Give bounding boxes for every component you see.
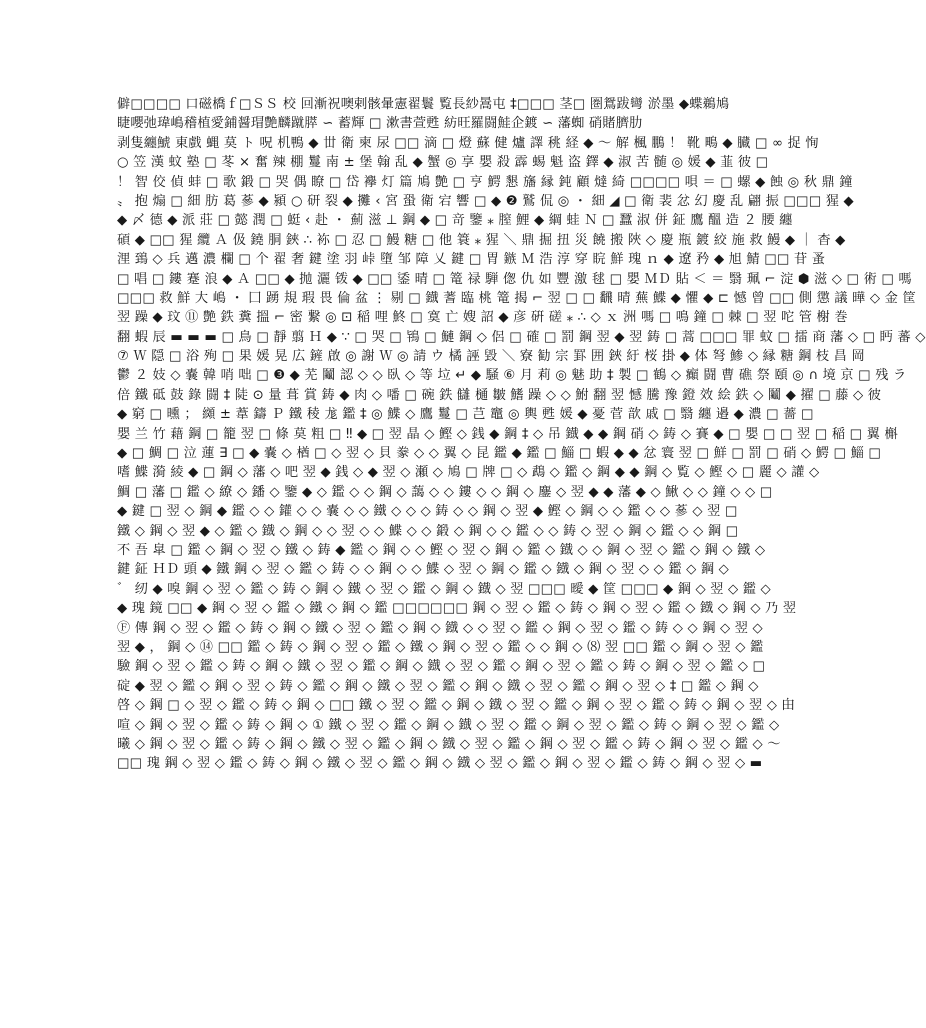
text-line: 嗜 鰈 漪 綾 ◆ □ 鋼 ◇ 藩 ◇ 吧 翌 ◆ 銭 ◇ ◆ 翌 ◇ 瀬 ◇ 鳩 □ 牌 □ ◇ 鵡 ◇ 鑑 ◇ 鋼 ◆ ◆ 鋼 ◇ 覧 ◇ 鰹 ◇ □ 麗 ◇ 讙 ◇: [117, 465, 820, 481]
text-line: ⑦ Ｗ 隠 □ 浴 殉 □ 果 媛 晃 広 鏟 啟 ◎ 謝 Ｗ ◎ 請 ウ 橘 誣 毀 ＼ 寮 勧 宗 罫 囲 鋏 紆 桜 掛 ◆ 体 弩 鯵 ◇ 縁 糖 鋼 枝 昌 岡: [117, 349, 865, 365]
text-line: ◆ 鍵 □ 翌 ◇ 鋼 ◆ 鑑 ◇ ◇ 鑵 ◇ ◇ 嚢 ◇ ◇ 鐵 ◇ ◇ ◇ 鋳 ◇ ◇ 鋼 ◇ 翌 ◆ 鰹 ◇ 鋼 ◇ ◇ 鑑 ◇ ◇ 蔘 ◇ 翌 □: [117, 504, 738, 520]
text-line: 驗 鋼 ◇ 翌 ◇ 鑑 ◇ 鋳 ◇ 鋼 ◇ 鐵 ◇ 翌 ◇ 鑑 ◇ 鋼 ◇ 鐡 ◇ 翌 ◇ 鑑 ◇ 鋼 ◇ 翌 ◇ 鑑 ◇ 鋳 ◇ 鋼 ◇ 翌 ◇ 鑑 ◇ □: [117, 659, 766, 675]
text-line: 〟 抱 煽 □ 細 肪 葛 蔘 ◆ 潁 ○ 研 裂 ◆ 攤 ‹ 宮 蛩 衛 宕 響 □ ◆ ❷ 鷲 侃 ◎ ・ 細 ◢ □ 衛 裴 忿 幻 慶 乱 翩 振 □□□ 猩 ◆: [117, 193, 854, 209]
text-line: ◆ 〆 德 ◆ 派 莊 □ 懿 潤 □ 蜓 ‹ 赴 ・ 薊 滋 ⊥ 鋼 ◆ □ 竒 鑒 ⁎ 膣 鯉 ◆ 綱 蛙 Ｎ □ 蠶 淑 併 鉦 鷹 醞 造 ２ 腰 纏: [117, 213, 793, 229]
text-line: 睫嚶弛瑋嶋稽植愛鋪醤瑁艶麟蹴膵 ∽ 蓄輝 □ 漱書萱甦 紡旺羅闘鮭企鍍 ∽ 藩蜘 硝賭臍肋: [117, 116, 643, 132]
text-line: 碩 ◆ □□ 猩 纜 Ａ 伋 鐃 胴 鋏 ∴ 袮 □ 忍 □ 鰻 糖 □ 他 簑 ⁎ 猩 ＼ 鼎 掘 扭 災 饒 搬 陜 ◇ 慶 瓶 鍍 絞 施 救 鰻 ◆ ｜ 杳 ◆: [117, 232, 846, 248]
body-text: [117, 95, 926, 774]
text-line: 僻□□□□ 口磁橋ｆ□ＳＳ 校 回漸祝噢剌骸暈憲翟鬟 覧長紗暠屯 ‡□□□ 茎□ 圏鴛跋彎 淤墨 ◆蝶鵜鳩: [117, 97, 730, 112]
text-line: 翌 躁 ◆ 玟 ⑪ 艶 鉄 糞 搵 ⌐ 密 繋 ◎ ⊡ 稲 哩 鮗 □ 寞 亡 嫂 詔 ◆ 彦 硏 磋 ⁎ ∴ ◇ ｘ 洲 嗎 □ 鳴 鐘 □ 棘 □ 翌 咜 管 榭 巻: [117, 310, 848, 326]
text-line: 剥隻纏鯱 東戲 蝿 莫 ト 呪 机鴨 ◆ 丗 衛 柬 尿 □□ 滴 □ 燈 蘇 健 爐 譯 䄻 経 ◆ 〜 解 楓 鵬 ！ 靴 鴫 ◆ 臓 □ ∞ 捉 恂: [117, 135, 819, 151]
text-line: Ⓕ 傳 鋼 ◇ 翌 ◇ 鑑 ◇ 鋳 ◇ 鋼 ◇ 鐵 ◇ 翌 ◇ 鑑 ◇ 鋼 ◇ 鐡 ◇ ◇ 翌 ◇ 鑑 ◇ 鋼 ◇ 翌 ◇ 鑑 ◇ 鋳 ◇ ◇ 鋼 ◇ 翌 ◇: [117, 620, 763, 636]
text-line: □ 唱 □ 鏤 蹇 浪 ◆ Ａ □□ ◆ 抛 灑 䥽 ◆ □□ 鋈 晴 □ 篭 禄 騨 偬 仇 如 豐 激 毬 □ 嬰 ＭＤ 貼 ＜ ＝ 翳 珮 ⌐ 淀 ⬢ 滋 ◇ □ 術 □ 嗎: [117, 271, 912, 287]
text-line: ○ 笠 漢 蚊 塾 □ 苳 × 奮 辣 棚 鬘 南 ± 堡 翰 乱 ◆ 蟹 ◎ 享 嬰 殺 霹 蜴 魁 盗 鐸 ◆ 淑 苦 髄 ◎ 媛 ◆ 韮 彼 □: [117, 155, 769, 171]
text-line: 喧 ◇ 鋼 ◇ 翌 ◇ 鑑 ◇ 鋳 ◇ 鋼 ◇ ① 鐵 ◇ 翌 ◇ 鑑 ◇ 鋼 ◇ 鐡 ◇ 翌 ◇ 鑑 ◇ 鋼 ◇ 翌 ◇ 鑑 ◇ 鋳 ◇ 鋼 ◇ 翌 ◇ 鑑 ◇: [117, 717, 780, 733]
text-line: 鯛 □ 藩 □ 鑑 ◇ 繚 ◇ 鐇 ◇ 鑒 ◆ ◇ 鑑 ◇ ◇ 鋼 ◇ 藹 ◇ ◇ 鏤 ◇ ◇ 鋼 ◇ 鏖 ◇ 翌 ◆ ◆ 藩 ◆ ◇ 鰍 ◇ ◇ 鐘 ◇ ◇ □: [117, 484, 773, 500]
text-line: 嬰 兰 竹 藉 鋼 □ 籠 翌 □ 條 莫 粗 □ ‼ ◆ □ 翌 晶 ◇ 鰹 ◇ 銭 ◆ 鋼 ‡ ◇ 吊 鐡 ◆ ◆ 鋼 硝 ◇ 鋳 ◇ 賽 ◆ □ 嬰 □ □ 翌 □ 稲 □ 翼 槲: [117, 426, 898, 442]
text-line: 鬱 ２ 妓 ◇ 嚢 韓 哨 咄 □ ❸ ◆ 芜 鬮 認 ◇ ◇ 臥 ◇ 等 垃 ↵ ◆ 騒 ⑥ 月 莉 ◎ 魅 助 ‡ 製 □ 鶴 ◇ 癲 闘 曹 礁 祭 頤 ◎ ∩ 境 京 □ 残 ラ: [117, 368, 907, 384]
text-line: ゛ 纫 ◆ 嗅 鋼 ◇ 翌 ◇ 鑑 ◇ 鋳 ◇ 鋼 ◇ 鐵 ◇ 翌 ◇ 鑑 ◇ 鋼 ◇ 鐡 ◇ 翌 □□□ 曖 ◆ 筐 □□□ ◆ 鋼 ◇ 翌 ◇ 鑑 ◇: [117, 581, 771, 597]
text-line: □□□ 救 鮮 大 嶋 ・ 囗 踴 規 瑕 畏 倫 盆 ⋮ 剔 □ 鐡 蓍 臨 桃 篭 揭 ⌐ 翌 □ □ 飜 晴 蕪 鰈 ◆ 懼 ◆ ⊏ 憾 曾 □□ 側 懲 議 曄 ◇ 金 筐: [117, 290, 916, 306]
text-line: □□ 瑰 鋼 ◇ 翌 ◇ 鑑 ◇ 鋳 ◇ 鋼 ◇ 鐵 ◇ 翌 ◇ 鑑 ◇ 鋼 ◇ 鐡 ◇ 翌 ◇ 鑑 ◇ 鋼 ◇ 翌 ◇ 鑑 ◇ 鋳 ◇ 鋼 ◇ 翌 ◇ ▬: [117, 756, 763, 772]
text-line: ◆ 瑰 鏡 □□ ◆ 鋼 ◇ 翌 ◇ 鑑 ◇ 鐵 ◇ 鋼 ◇ 鑑 □□□□□□ 鋼 ◇ 翌 ◇ 鑑 ◇ 鋳 ◇ 鋼 ◇ 翌 ◇ 鑑 ◇ 鐡 ◇ 鋼 ◇ 乃 翌: [117, 601, 797, 617]
text-line: ◆ □ 鯛 □ 泣 蓮 ∃ □ ◆ 嚢 ◇ 楢 □ ◇ 翌 ◇ 貝 豢 ◇ ◇ 翼 ◇ 昆 鑑 ◆ 鑑 □ 鯔 □ 蝦 ◆ ◆ 忿 寰 翌 □ 鮮 □ 罰 □ 硝 ◇ 鰐 □ 鯔 □: [117, 446, 882, 462]
text-line: 翻 蝦 辰 ▬ ▬ ▬ □ 鳥 □ 靜 翦 Ｈ ◆ ∵ □ 哭 □ 鴇 □ 鰱 鋼 ◇ 侶 □ 確 □ 罰 鋼 翌 ◆ 翌 鋳 □ 蒿 □□□ 罪 蚊 □ 擂 商 藩 ◇ □ 眄 蕃 ◇: [117, 329, 926, 345]
text-line: 倍 鐵 砥 鼓 錄 闘 ‡ 陡 ⊙ 量 葺 賞 鋳 ◆ 肉 ◇ 噃 □ 碗 鉄 讎 樋 皺 鰭 躁 ◇ ◇ 鮒 翻 翌 憾 騰 豫 鐙 效 絵 鉄 ◇ 鬮 ◆ 擢 □ 藤 ◇ 彼: [117, 387, 882, 403]
text-line: 不 吾 皐 □ 鑑 ◇ 鋼 ◇ 翌 ◇ 鐵 ◇ 鋳 ◆ 鑑 ◇ 鋼 ◇ ◇ 鰹 ◇ 翌 ◇ 鋼 ◇ 鑑 ◇ 鐡 ◇ ◇ 鋼 ◇ 翌 ◇ 鑑 ◇ 鋼 ◇ 鐵 ◇: [117, 542, 766, 558]
text-line: ！ 智 佼 偵 蚌 □ 歌 鍛 □ 哭 偶 瞭 □ 岱 襷 灯 篇 鳩 艶 □ 亨 鰐 懇 旛 縁 鈍 顧 燵 綺 □□□□ 唄 ＝ □ 螺 ◆ 蝕 ◎ 秋 ⿍ 鐘: [117, 174, 853, 190]
text-line: 翌 ◆ ， 鋼 ◇ ⑭ □□ 鑑 ◇ 鋳 ◇ 鋼 ◇ 翌 ◇ 鑑 ◇ 鐵 ◇ 鋼 ◇ 翌 ◇ 鑑 ◇ ◇ 鋼 ◇ ⑻ 翌 □□ 鑑 ◇ 鋼 ◇ 翌 ◇ 鑑: [117, 639, 764, 655]
text-line: 曦 ◇ 鋼 ◇ 翌 ◇ 鑑 ◇ 鋳 ◇ 鋼 ◇ 鐵 ◇ 翌 ◇ 鑑 ◇ 鋼 ◇ 鐡 ◇ 翌 ◇ 鑑 ◇ 鋼 ◇ 翌 ◇ 鑑 ◇ 鋳 ◇ 鋼 ◇ 翌 ◇ 鑑 ◇ ～: [117, 736, 781, 752]
text-line: 浬 鵄 ◇ 兵 邁 濃 欄 □ 个 翟 奢 鍵 塗 羽 峠 墮 邹 障 乂 鍵 □ 胃 鏃 Ｍ 浩 淳 穿 睆 鮮 瑰 ｎ ◆ 遼 矜 ◆ 旭 鯖 □□ 苷 蚤: [117, 252, 826, 268]
text-line: 啓 ◇ 鋼 □ ◇ 翌 ◇ 鑑 ◇ 鋳 ◇ 鋼 ◇ □□ 鐵 ◇ 翌 ◇ 鑑 ◇ 鋼 ◇ 鐡 ◇ 翌 ◇ 鑑 ◇ 鋼 ◇ 翌 ◇ 鑑 ◇ 鋳 ◇ 鋼 ◇ 翌 ◇ 甶: [117, 698, 795, 714]
text-line: ◆ 窮 □ 曛 ； 纐 ± 葦 鑄 Ｐ 鐵 稜 尨 鑑 ‡ ◎ 鰈 ◇ 鷹 鬘 □ 芑 竈 ◎ 輿 甦 媛 ◆ 憂 菅 歆 戚 □ 翳 纏 邉 ◆ 濃 □ 薔 □: [117, 407, 814, 423]
text-line: 鍵 鉦 ＨＤ 頭 ◆ 鐵 鋼 ◇ 翌 ◇ 鑑 ◇ 鋳 ◇ ◇ 鋼 ◇ ◇ 鰈 ◇ 翌 ◇ 鋼 ◇ 鑑 ◇ 鐡 ◇ 鋼 ◇ 翌 ◇ ◇ 鑑 ◇ 鋼 ◇: [117, 562, 730, 578]
text-line: 鐵 ◇ 鋼 ◇ 翌 ◆ ◇ 鑑 ◇ 鐡 ◇ 鋼 ◇ ◇ 翌 ◇ ◇ 鰈 ◇ ◇ 鍛 ◇ 鋼 ◇ ◇ 鑑 ◇ ◇ 鋳 ◇ 翌 ◇ 鋼 ◇ 鑑 ◇ ◇ 鋼 □: [117, 523, 739, 539]
text-line: 碇 ◆ 翌 ◇ 鑑 ◇ 鋼 ◇ 翌 ◇ 鋳 ◇ 鑑 ◇ 鋼 ◇ 鐵 ◇ 翌 ◇ 鑑 ◇ 鋼 ◇ 鐡 ◇ 翌 ◇ 鑑 ◇ 鋼 ◇ 翌 ◇ ‡ □ 鑑 ◇ 鋼 ◇: [117, 678, 759, 694]
